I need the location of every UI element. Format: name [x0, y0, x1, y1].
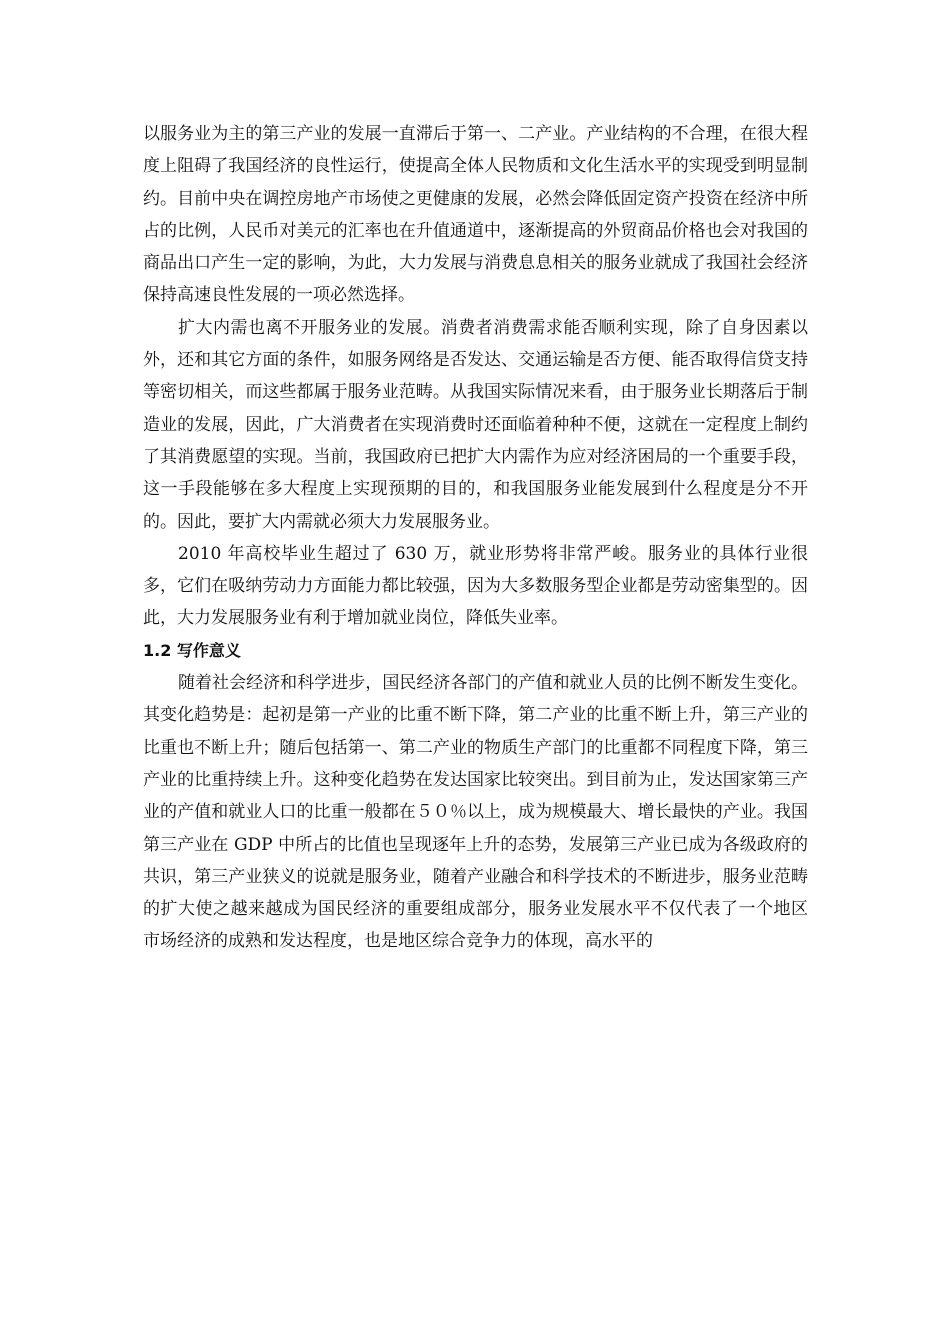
body-paragraph-domestic-demand: 扩大内需也离不开服务业的发展。消费者消费需求能否顺利实现，除了自身因素以外，还和其它方面的条件，如服务网络是否发达、交通运输是否方便、能否取得信贷支持等密切相关，而这些都属于服务业范畴。从我国实际情况来看，由于服务业长期落后于制造业的发展，因此，广大消费者在实现消费时还面临着种种不便，这就在一定程度上制约了其消费愿望的实现。当前，我国政府已把扩大内需作为应对经济困局的一个重要手段，这一手段能够在多大程度上实现预期的目的，和我国服务业能发展到什么程度是分不开的。因此，要扩大内需就必须大力发展服务业。 — [143, 317, 808, 532]
body-paragraph-significance: 随着社会经济和科学进步，国民经济各部门的产值和就业人员的比例不断发生变化。其变化趋势是：起初是第一产业的比重不断下降，第二产业的比重不断上升，第三产业的比重也不断上升；随后包括第一、第二产业的物质生产部门的比重都不同程度下降，第三产业的比重持续上升。这种变化趋势在发达国家比较突出。到目前为止，发达国家第三产业的产值和就业人口的比重一般都在５０％以上，成为规模最大、增长最快的产业。我国第三产业在 GDP 中所占的比值也呈现逐年上升的态势，发展第三产业已成为各级政府的共识，第三产业狭义的说就是服务业，随着产业融合和科学技术的不断进步，服务业范畴的扩大使之越来越成为国民经济的重要组成部分，服务业发展水平不仅代表了一个地区 市场经济的成熟和发达程度，也是地区综合竞争力的体现，高水平的 — [143, 673, 808, 952]
body-paragraph-employment: 2010 年高校毕业生超过了 630 万，就业形势将非常严峻。服务业的具体行业很多，它们在吸纳劳动力方面能力都比较强，因为大多数服务型企业都是劳动密集型的。因此，大力发展服务业有利于增加就业岗位，降低失业率。 — [143, 543, 808, 629]
section-heading: 1.2 写作意义 — [143, 640, 241, 660]
document-page — [143, 118, 808, 958]
body-paragraph-continuation: 以服务业为主的第三产业的发展一直滞后于第一、二产业。产业结构的不合理，在很大程度上阻碍了我国经济的良性运行，使提高全体人民物质和文化生活水平的实现受到明显制约。目前中央在调控房地产市场使之更健康的发展，必然会降低固定资产投资在经济中所占的比例，人民币对美元的汇率也在升值通道中，逐渐提高的外贸商品价格也会对我国的商品出口产生一定的影响，为此，大力发展与消费息息相关的服务业就成了我国社会经济保持高速良性发展的一项必然选择。 — [143, 124, 808, 306]
